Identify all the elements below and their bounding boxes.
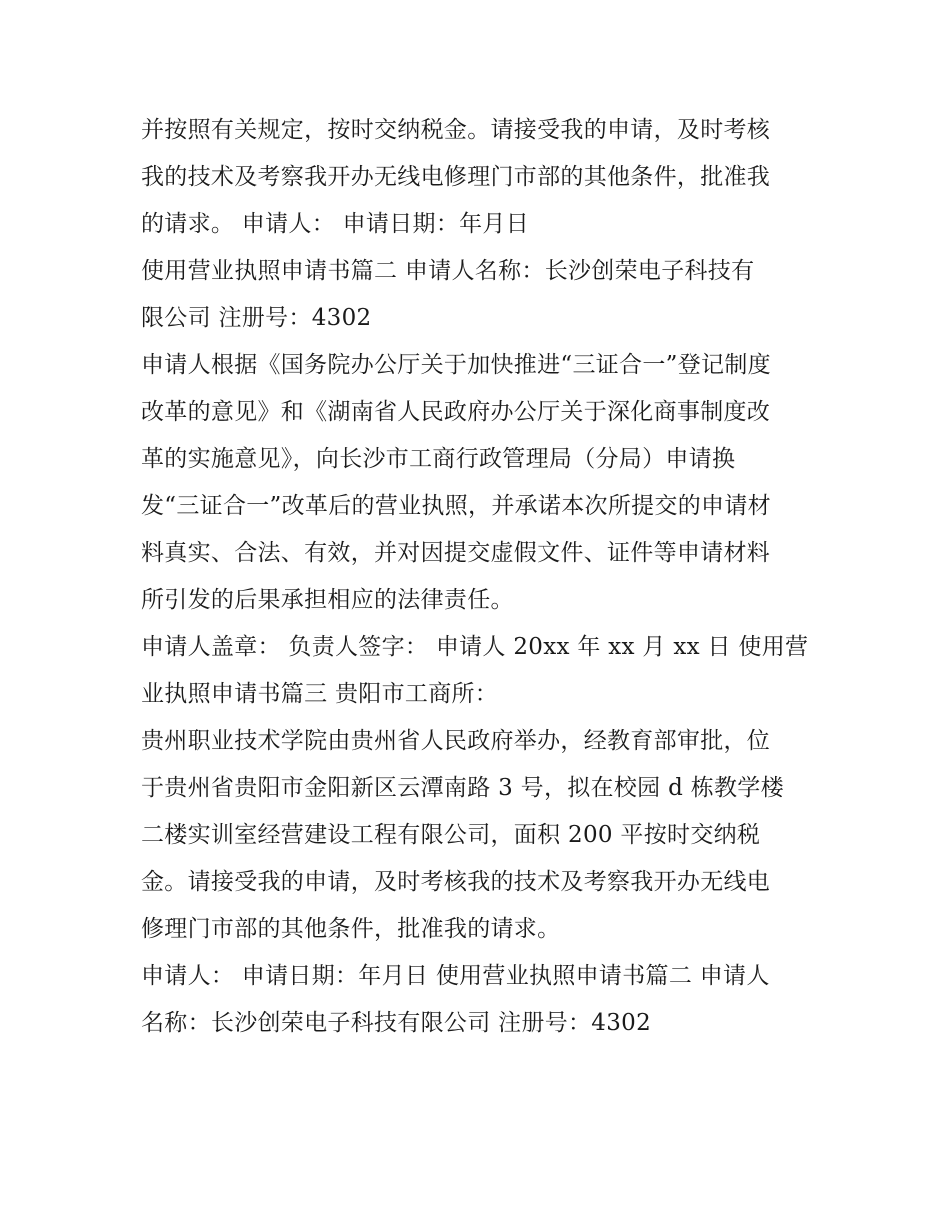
text-line: 使用营业执照申请书篇二 申请人名称：长沙创荣电子科技有 [141, 258, 755, 284]
document-body [141, 107, 821, 1047]
text-line: 金。请接受我的申请，及时考核我的技术及考察我开办无线电 [141, 869, 771, 895]
text-line: 并按照有关规定，按时交纳税金。请接受我的申请，及时考核 [141, 117, 771, 143]
text-line: 修理门市部的其他条件，批准我的请求。 [141, 916, 561, 942]
text-line: 申请人盖章： 负责人签字： 申请人 20xx 年 xx 月 xx 日 使用营 [141, 634, 809, 660]
text-line: 我的技术及考察我开办无线电修理门市部的其他条件，批准我 [141, 164, 771, 190]
text-line: 的请求。 申请人： 申请日期：年月日 [141, 211, 530, 237]
text-line: 改革的意见》和《湖南省人民政府办公厅关于深化商事制度改 [141, 399, 771, 425]
text-line: 申请人： 申请日期：年月日 使用营业执照申请书篇二 申请人 [141, 963, 770, 989]
text-line: 于贵州省贵阳市金阳新区云潭南路 3 号，拟在校园 d 栋教学楼 [141, 775, 784, 801]
text-line: 发“三证合一”改革后的营业执照，并承诺本次所提交的申请材 [141, 493, 771, 519]
text-line: 料真实、合法、有效，并对因提交虚假文件、证件等申请材料 [141, 540, 771, 566]
text-line: 革的实施意见》，向长沙市工商行政管理局（分局）申请换 [141, 446, 736, 472]
text-line: 所引发的后果承担相应的法律责任。 [141, 587, 514, 613]
text-line: 二楼实训室经营建设工程有限公司，面积 200 平按时交纳税 [141, 822, 761, 848]
text-line: 贵州职业技术学院由贵州省人民政府举办，经教育部审批，位 [141, 728, 771, 754]
text-line: 限公司 注册号：4302 [141, 305, 372, 331]
text-line: 名称：长沙创荣电子科技有限公司 注册号：4302 [141, 1010, 652, 1036]
text-line: 申请人根据《国务院办公厅关于加快推进“三证合一”登记制度 [141, 352, 771, 378]
text-line: 业执照申请书篇三 贵阳市工商所： [141, 681, 499, 707]
